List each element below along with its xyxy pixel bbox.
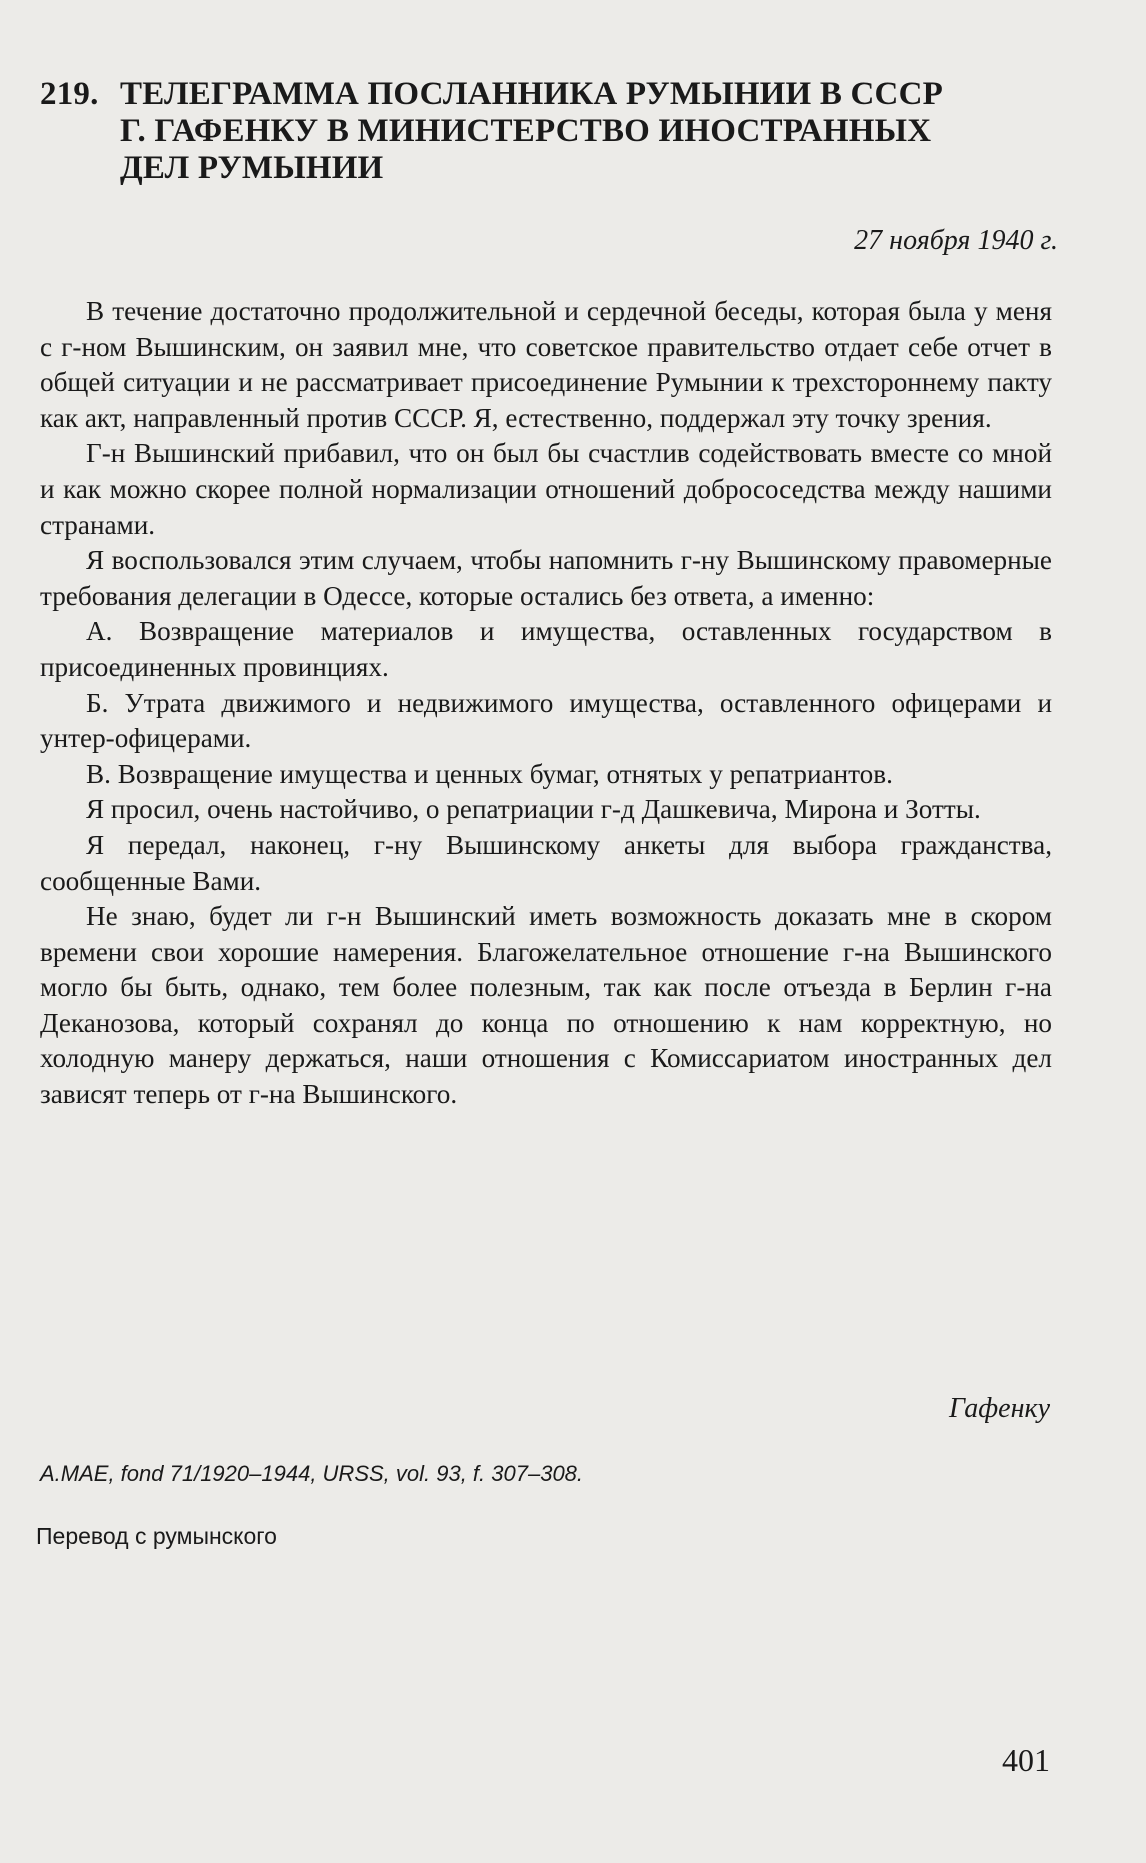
body-paragraph: Я просил, очень настойчиво, о репатриации г-д Дашкевича, Мирона и Зотты.: [86, 794, 981, 825]
heading-line-1: [40, 76, 1060, 113]
body-paragraph: Б. Утрата движимого и недвижимого имущества, оставленного офицерами и унтер-офицерами.: [40, 687, 1052, 754]
archive-source: A.MAE, fond 71/1920–1944, URSS, vol. 93, f. 307–308.: [40, 1461, 584, 1486]
document-heading: [40, 76, 1060, 187]
heading-title-line-2: Г. ГАФЕНКУ В МИНИСТЕРСТВО ИНОСТРАННЫХ: [120, 113, 932, 149]
heading-title-line-1: ТЕЛЕГРАММА ПОСЛАННИКА РУМЫНИИ В СССР: [120, 76, 943, 112]
document-body: [40, 294, 1052, 1113]
signature: Гафенку: [949, 1393, 1050, 1424]
heading-title-line-3: ДЕЛ РУМЫНИИ: [120, 150, 384, 186]
translation-note: Перевод с румынского: [36, 1523, 277, 1549]
page-number: 401: [1002, 1742, 1050, 1778]
body-paragraph: Г-н Вышинский прибавил, что он был бы счастлив содействовать вместе со мной и как можно скорее полной нормализации отношений добрососедства между нашими странами.: [40, 438, 1052, 540]
body-paragraph: Не знаю, будет ли г-н Вышинский иметь возможность доказать мне в скором времени свои хорошие намерения. Благожелательное отношение г-на Вышинского могло бы быть, однако, тем более полезным, так как после отъезда в Берлин г-на Деканозова, который сохранял до конца по отношению к нам корректную, но холодную манеру держаться, наши отношения с Комиссариатом иностранных дел зависят теперь от г-на Вышинского.: [40, 901, 1052, 1110]
body-paragraph: В. Возвращение имущества и ценных бумаг, отнятых у репатриантов.: [86, 758, 893, 789]
body-paragraph: В течение достаточно продолжительной и сердечной беседы, которая была у меня с г-ном Вышинским, он заявил мне, что советское правительство отдает себе отчет в общей ситуации и не рассматривает присоединение Румынии к трехстороннему пакту как акт, направленный против СССР. Я, естественно, поддержал эту точку зрения.: [40, 296, 1052, 433]
body-paragraph: Я передал, наконец, г-ну Вышинскому анкеты для выбора гражданства, сообщенные Вами.: [40, 829, 1052, 896]
document-date: 27 ноября 1940 г.: [854, 225, 1058, 256]
document-number: 219.: [40, 76, 99, 112]
body-paragraph: А. Возвращение материалов и имущества, оставленных государством в присоединенных провинциях.: [40, 616, 1052, 682]
body-paragraph: Я воспользовался этим случаем, чтобы напомнить г-ну Вышинскому правомерные требования делегации в Одессе, которые остались без ответа, а именно:: [40, 545, 1052, 611]
